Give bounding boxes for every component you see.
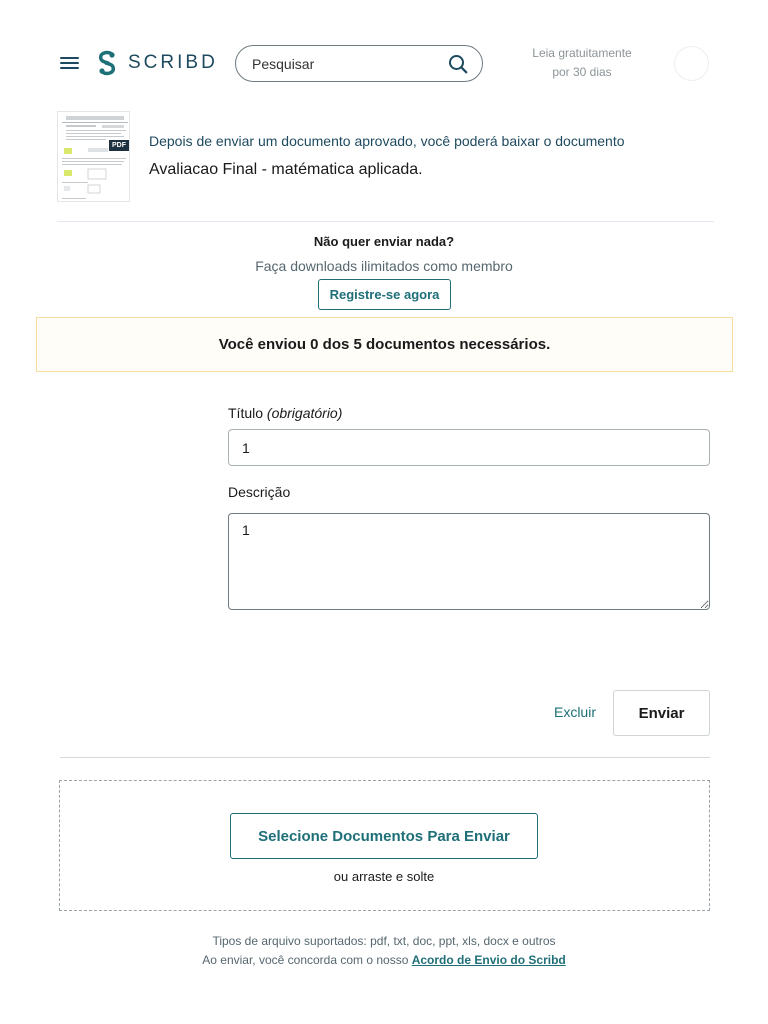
document-preview-image <box>58 112 130 202</box>
promo-line-2: por 30 dias <box>552 65 612 79</box>
title-label <box>228 405 342 421</box>
search-bar[interactable] <box>235 45 483 82</box>
brand-name: SCRIBD <box>128 52 218 73</box>
title-field[interactable] <box>228 429 710 466</box>
send-button[interactable]: Enviar <box>613 690 710 736</box>
register-button[interactable]: Registre-se agora <box>318 279 451 310</box>
upload-agreement-link[interactable]: Acordo de Envio do Scribd <box>411 953 566 967</box>
free-trial-promo[interactable] <box>520 44 644 82</box>
description-field[interactable] <box>228 513 710 610</box>
promo-line-1: Leia gratuitamente <box>532 46 632 60</box>
title-required-hint: (obrigatório) <box>266 405 343 421</box>
select-documents-button[interactable]: Selecione Documentos Para Enviar <box>230 813 538 859</box>
document-caption: Depois de enviar um documento aprovado, você poderá baixar o documento <box>149 133 625 149</box>
title-label-text: Título <box>228 405 264 421</box>
agreement-notice <box>0 953 768 967</box>
scribd-logo[interactable] <box>96 50 218 76</box>
no-upload-heading: Não quer enviar nada? <box>313 234 455 249</box>
divider <box>57 221 714 222</box>
delete-button[interactable]: Excluir <box>545 700 605 724</box>
description-label: Descrição <box>228 484 291 500</box>
document-title: Avaliacao Final - matématica aplicada. <box>149 161 423 178</box>
search-input[interactable] <box>252 56 448 72</box>
scribd-logo-icon <box>96 50 118 76</box>
avatar[interactable] <box>674 46 709 81</box>
search-icon[interactable] <box>448 54 468 74</box>
pdf-badge: PDF <box>109 140 129 151</box>
upload-progress-notice <box>36 317 733 372</box>
notice-text: Você enviou 0 dos 5 documentos necessários. <box>218 336 551 353</box>
document-thumbnail <box>57 111 130 202</box>
menu-icon[interactable] <box>60 56 79 70</box>
agreement-prefix: Ao enviar, você concorda com o nosso <box>202 953 412 967</box>
divider <box>60 757 710 758</box>
supported-file-types: Tipos de arquivo suportados: pdf, txt, doc, ppt, xls, docx e outros <box>212 934 556 948</box>
membership-text: Faça downloads ilimitados como membro <box>255 258 513 274</box>
drag-drop-hint: ou arraste e solte <box>333 869 435 884</box>
